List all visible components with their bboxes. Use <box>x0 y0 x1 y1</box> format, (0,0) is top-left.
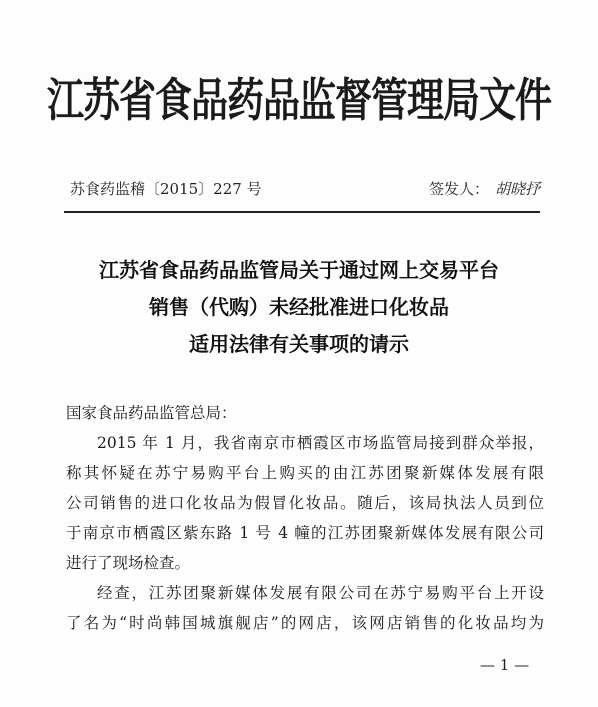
issuer-header-title: 江苏省食品药品监督管理局文件 <box>47 73 551 127</box>
page-number: — 1 — <box>480 656 530 674</box>
document-number: 苏食药监稽〔2015〕227 号 <box>70 180 262 198</box>
signer-block <box>429 178 540 199</box>
paragraph-2 <box>66 578 544 638</box>
paragraph-line: 经查，江苏团聚新媒体发展有限公司在苏宁易购平台上开设 <box>97 584 544 602</box>
paragraph-line: 了名为“时尚韩国城旗舰店”的网店，该网店销售的化妆品均为 <box>66 614 544 632</box>
paragraph-line: 称其怀疑在苏宁易购平台上购买的由江苏团聚新媒体发展有限 <box>66 464 544 482</box>
paragraph-line: 进行了现场检查。 <box>66 554 191 572</box>
document-body <box>66 398 544 638</box>
header-divider-line <box>64 211 540 213</box>
signer-name: 胡晓抒 <box>494 180 540 198</box>
paragraph-1 <box>66 428 544 578</box>
paragraph-line: 2015 年 1 月，我省南京市栖霞区市场监管局接到群众举报， <box>97 434 544 452</box>
paragraph-line: 公司销售的进口化妆品为假冒化妆品。随后，该局执法人员到位 <box>66 494 544 512</box>
subject-line: 江苏省食品药品监管局关于通过网上交易平台 <box>99 258 499 282</box>
paragraph-line: 于南京市栖霞区紫东路 1 号 4 幢的江苏团聚新媒体发展有限公司 <box>66 524 544 542</box>
subject-line: 适用法律有关事项的请示 <box>189 332 409 356</box>
recipient-salutation: 国家食品药品监管总局： <box>66 404 237 422</box>
document-subject <box>0 252 598 363</box>
signer-label: 签发人： <box>428 180 489 198</box>
subject-line: 销售（代购）未经批准进口化妆品 <box>149 295 449 319</box>
